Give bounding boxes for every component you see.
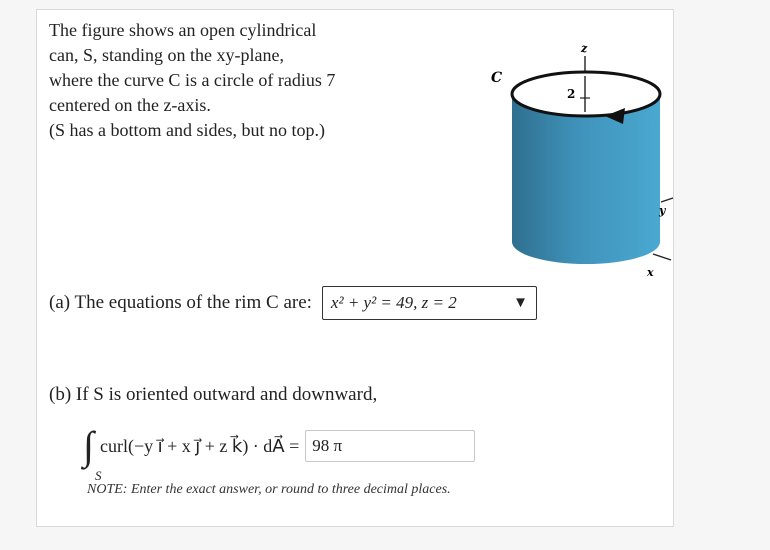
integral-answer-value: 98 π [312,436,343,455]
integral-subscript: S [95,468,102,483]
y-label: y [659,204,666,217]
C-label: C [491,70,503,86]
question-panel [36,9,674,527]
cylinder-opening [512,72,660,116]
integral-answer-input[interactable] [305,430,475,462]
part-b-prompt: (b) If S is oriented outward and downward, [49,384,378,405]
part-a-prompt: (a) The equations of the rim C are: [49,292,312,313]
dropdown-caret-icon[interactable]: ▼ [513,294,528,311]
cylinder-figure [447,32,673,279]
y-axis [661,198,673,202]
z-label: z [581,42,588,55]
integral-sign: ∫ S [83,426,94,466]
intro-line: centered on the z-axis. [49,95,211,115]
cylinder-side [512,94,660,264]
surface-integral [83,423,475,483]
part-a [49,286,537,320]
intro-line: The figure shows an open cylindrical [49,20,317,40]
intro-line: can, S, standing on the xy-plane, [49,45,284,65]
height-label: 2 [567,87,576,101]
intro-line: where the curve C is a circle of radius 7 [49,70,336,90]
intro-line: (S has a bottom and sides, but no top.) [49,120,325,140]
rim-equation-select[interactable] [322,286,537,320]
integrand: curl(−y i⃗ + x j⃗ + z k⃗) · dA⃗ = [99,435,300,456]
x-axis [653,254,671,260]
problem-statement [49,18,439,143]
note-text: NOTE: Enter the exact answer, or round to three decimal places. [87,482,451,497]
rim-equation-value: x² + y² = 49, z = 2 [330,293,457,312]
x-label: x [647,266,654,279]
